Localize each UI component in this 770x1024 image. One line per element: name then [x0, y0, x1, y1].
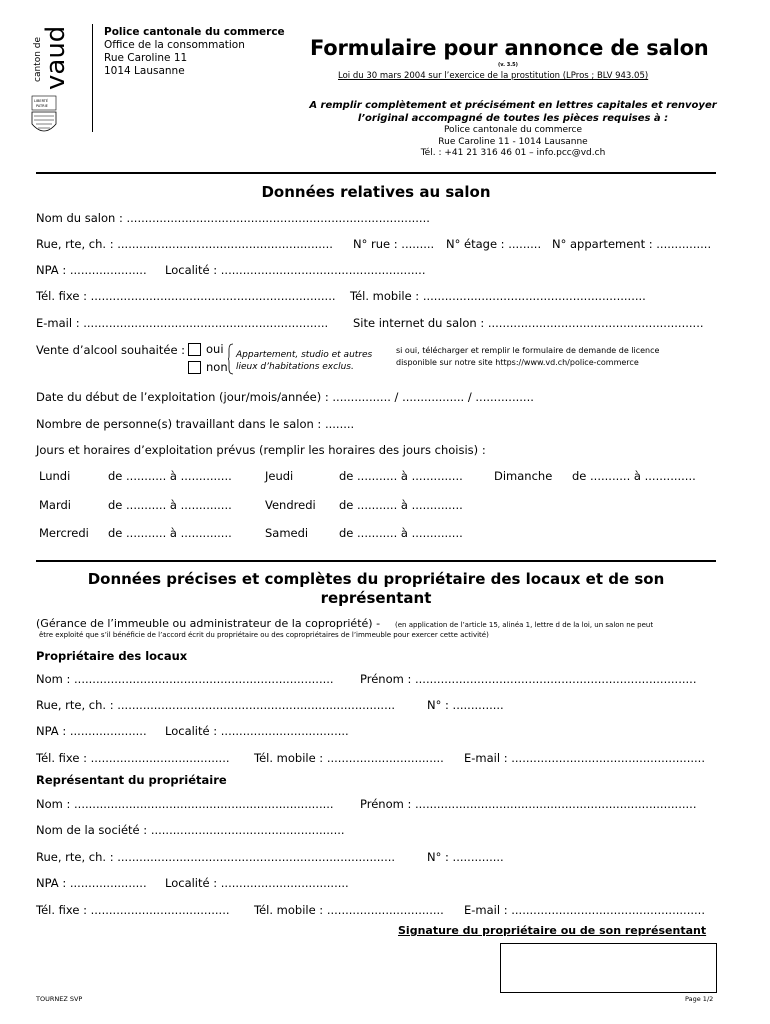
owner-mobile-field[interactable]: Tél. mobile : ................................: [254, 751, 444, 765]
hours-tuesday-field[interactable]: de ........... à ..............: [108, 498, 232, 512]
svg-text:vaud: vaud: [41, 25, 71, 90]
office-address: [104, 26, 285, 78]
licence-info-line1: si oui, télécharger et remplir le formulaire de demande de licence: [396, 346, 660, 355]
return-address-line3: Tél. : +41 21 316 46 01 – info.pcc@vd.ch: [420, 148, 606, 158]
alcohol-yes-label: oui: [206, 342, 224, 356]
brace-icon: [228, 343, 234, 375]
representative-subheading: Représentant du propriétaire: [36, 773, 227, 787]
representative-firstname-field[interactable]: Prénom : .............................................................................: [360, 797, 697, 811]
representative-phone-field[interactable]: Tél. fixe : ......................................: [36, 903, 230, 917]
footer-turn-page: TOURNEZ SVP: [36, 995, 83, 1003]
hours-label: Jours et horaires d’exploitation prévus (remplir les horaires des jours choisis) :: [36, 443, 486, 457]
section-divider: [36, 172, 716, 174]
owner-number-field[interactable]: N° : ..............: [427, 698, 504, 712]
licence-info: [396, 345, 659, 369]
return-address-line1: Police cantonale du commerce: [443, 125, 583, 135]
owner-firstname-field[interactable]: Prénom : .............................................................................: [360, 672, 697, 686]
alcohol-no-label: non: [206, 360, 228, 374]
day-label-monday: Lundi: [39, 469, 71, 483]
alcohol-note-line1: Appartement, studio et autres: [236, 350, 373, 360]
day-label-sunday: Dimanche: [494, 469, 553, 483]
salon-street-field[interactable]: Rue, rte, ch. : ...........................................................: [36, 237, 333, 251]
section-title-salon: Données relatives au salon: [261, 183, 491, 201]
representative-number-field[interactable]: N° : ..............: [427, 850, 504, 864]
representative-name-field[interactable]: Nom : .......................................................................: [36, 797, 334, 811]
day-label-wednesday: Mercredi: [39, 526, 89, 540]
office-city: 1014 Lausanne: [104, 65, 185, 77]
owner-street-field[interactable]: Rue, rte, ch. : ............................................................................: [36, 698, 396, 712]
salon-email-field[interactable]: E-mail : ...................................................................: [36, 316, 329, 330]
svg-text:canton de: canton de: [33, 36, 43, 82]
hours-friday-field[interactable]: de ........... à ..............: [339, 498, 463, 512]
salon-floor-field[interactable]: N° étage : .........: [446, 237, 542, 251]
section-title-owner-line2: représentant: [320, 589, 432, 607]
owner-email-field[interactable]: E-mail : .....................................................: [464, 751, 705, 765]
day-label-saturday: Samedi: [265, 526, 309, 540]
footer-page-number: Page 1/2: [685, 995, 714, 1003]
staff-count-field[interactable]: Nombre de personne(s) travaillant dans le salon : ........: [36, 417, 355, 431]
salon-mobile-field[interactable]: Tél. mobile : .............................................................: [350, 289, 646, 303]
svg-text:PATRIE: PATRIE: [36, 104, 48, 108]
hours-thursday-field[interactable]: de ........... à ..............: [339, 469, 463, 483]
alcohol-no-checkbox[interactable]: [188, 361, 201, 374]
salon-apartment-field[interactable]: N° appartement : ...............: [552, 237, 712, 251]
salon-npa-field[interactable]: NPA : .....................: [36, 263, 147, 277]
representative-npa-field[interactable]: NPA : .....................: [36, 876, 147, 890]
salon-locality-field[interactable]: Localité : ........................................................: [165, 263, 426, 277]
salon-website-field[interactable]: Site internet du salon : ...........................................................: [353, 316, 704, 330]
owner-locality-field[interactable]: Localité : ...................................: [165, 724, 349, 738]
representative-street-field[interactable]: Rue, rte, ch. : ............................................................................: [36, 850, 396, 864]
licence-info-line2: disponible sur notre site https://www.vd.ch/police-commerce: [396, 358, 639, 367]
alcohol-note-line2: lieux d’habitations exclus.: [236, 362, 354, 372]
instructions: A remplir complètement et précisément en lettres capitales et renvoyer l’original accompagné de toutes les pièces requises à :: [309, 100, 717, 124]
gerance-note-line1: (en application de l’article 15, alinéa 1, lettre d de la loi, un salon ne peut: [395, 621, 654, 629]
section-title-owner-line1: Données précises et complètes du propriétaire des locaux et de son: [87, 570, 665, 588]
hours-monday-field[interactable]: de ........... à ..............: [108, 469, 232, 483]
return-address-line2: Rue Caroline 11 - 1014 Lausanne: [438, 136, 588, 147]
hours-sunday-field[interactable]: de ........... à ..............: [572, 469, 696, 483]
salon-street-number-field[interactable]: N° rue : .........: [353, 237, 435, 251]
representative-mobile-field[interactable]: Tél. mobile : ................................: [254, 903, 444, 917]
representative-locality-field[interactable]: Localité : ...................................: [165, 876, 349, 890]
start-date-field[interactable]: Date du début de l’exploitation (jour/mois/année) : ................ / ................. / ................: [36, 390, 534, 404]
signature-label: Signature du propriétaire ou de son représentant: [398, 924, 707, 937]
office-street: Rue Caroline 11: [104, 52, 188, 64]
page-title: Formulaire pour annonce de salon: [310, 36, 709, 60]
section-divider: [36, 560, 716, 562]
owner-phone-field[interactable]: Tél. fixe : ......................................: [36, 751, 230, 765]
owner-subheading: Propriétaire des locaux: [36, 649, 188, 663]
representative-email-field[interactable]: E-mail : .....................................................: [464, 903, 705, 917]
signature-box[interactable]: [500, 943, 717, 993]
office-name: Police cantonale du commerce: [104, 26, 285, 38]
alcohol-label: Vente d’alcool souhaitée :: [36, 343, 186, 357]
svg-text:LIBERTÉ: LIBERTÉ: [34, 99, 49, 103]
salon-phone-field[interactable]: Tél. fixe : ...................................................................: [36, 289, 336, 303]
day-label-thursday: Jeudi: [265, 469, 294, 483]
version-label: (v. 3.5): [498, 62, 518, 68]
day-label-friday: Vendredi: [265, 498, 316, 512]
salon-name-field[interactable]: Nom du salon : ...................................................................................: [36, 211, 430, 225]
canton-vaud-logo: [24, 20, 76, 140]
owner-npa-field[interactable]: NPA : .....................: [36, 724, 147, 738]
hours-wednesday-field[interactable]: de ........... à ..............: [108, 526, 232, 540]
day-label-tuesday: Mardi: [39, 498, 71, 512]
office-dept: Office de la consommation: [104, 39, 245, 51]
gerance-label: (Gérance de l’immeuble ou administrateur de la copropriété) -: [36, 617, 381, 630]
representative-company-field[interactable]: Nom de la société : .....................................................: [36, 823, 345, 837]
alcohol-yes-checkbox[interactable]: [188, 343, 201, 356]
hours-saturday-field[interactable]: de ........... à ..............: [339, 526, 463, 540]
return-address: [300, 125, 726, 160]
owner-name-field[interactable]: Nom : .......................................................................: [36, 672, 334, 686]
alcohol-note: [236, 349, 372, 373]
header-divider: [92, 24, 93, 132]
law-link[interactable]: Loi du 30 mars 2004 sur l’exercice de la prostitution (LPros ; BLV 943.05): [338, 71, 649, 81]
gerance-note-line2: être exploité que s’il bénéficie de l’accord écrit du propriétaire ou des copropriétaires de l’immeuble pour exercer cette activité): [39, 631, 489, 639]
